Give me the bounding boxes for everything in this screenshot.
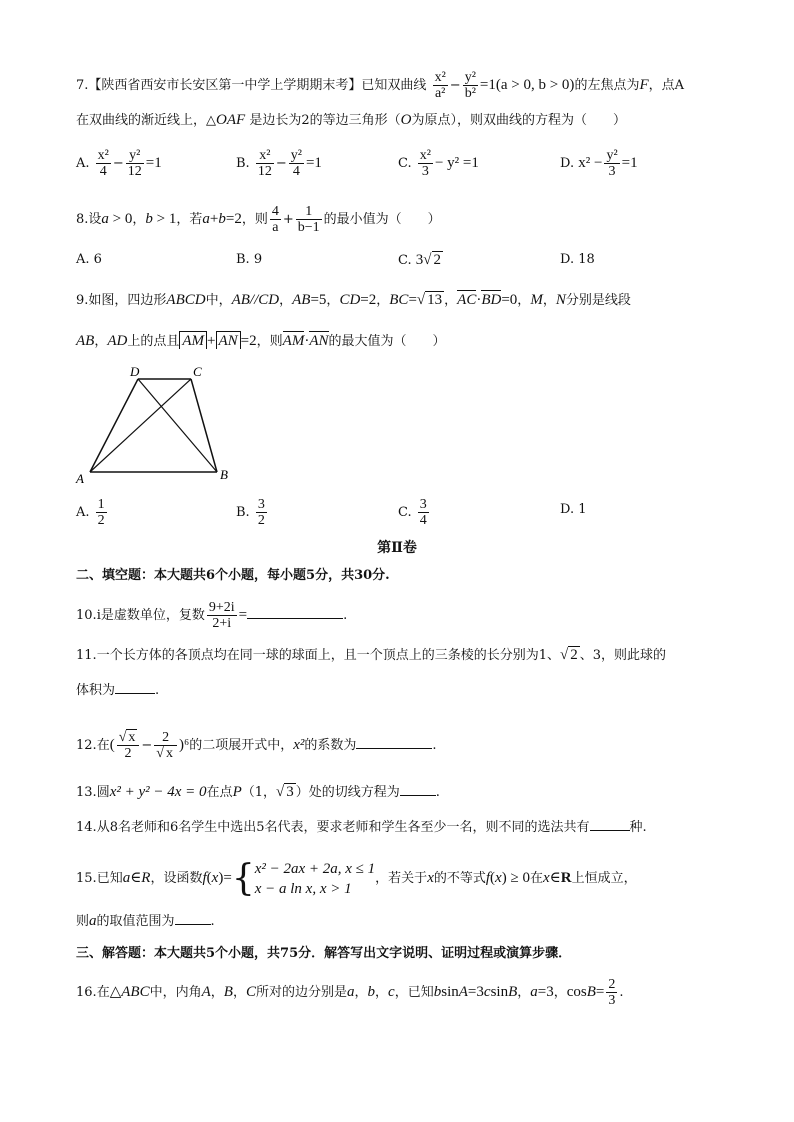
q8-option-d[interactable]: D. 18 <box>560 252 595 267</box>
section2-heading: 二、填空题：本大题共6个小题，每小题5分，共30分. <box>76 568 390 583</box>
q8-option-b[interactable]: B. 9 <box>236 252 263 267</box>
edge-cb <box>191 379 217 472</box>
q7-option-b[interactable]: B. $\frac{\text{x²}}{12}$ − $\frac{\text{y²}}{4}$ =1 <box>236 148 322 179</box>
q10-answer-blank[interactable] <box>247 606 343 619</box>
label-a: A <box>76 471 84 486</box>
q9-option-b[interactable]: B. $\frac{3}{2}$ <box>236 497 265 528</box>
q7-number: 7. <box>76 78 89 93</box>
q7-frac-x: $\frac{\text{x²}}{\text{a²}}$ <box>434 70 446 101</box>
q15-line1: 15.已知a∈R，设函数f(x)={ x² − 2ax + 2a, x ≤ 1 x − a ln x, x > 1 ，若关于x的不等式f(x) ≥ 0在x∈R上恒成立， <box>76 857 637 899</box>
q10-line: 10.i是虚数单位，复数 $\frac{9+2i}{2+i}$ = . <box>76 600 348 631</box>
q8-line1: 8.设a > 0，b > 1，若a+b=2，则 $\frac{4}{a}$ + $\frac{1}{b-1}$ 的最小值为（ ） <box>76 204 441 235</box>
q14-answer-blank[interactable] <box>590 818 630 831</box>
q8-option-a[interactable]: A. 6 <box>76 252 102 267</box>
q15-answer-blank[interactable] <box>175 912 211 925</box>
q11-line2: 体积为 . <box>76 683 160 698</box>
diagonal-ac <box>90 379 191 472</box>
q9-trapezoid-figure <box>72 362 242 487</box>
label-c: C <box>193 364 202 379</box>
q7-line1: 7.【陕西省西安市长安区第一中学上学期期末考】已知双曲线 $\frac{\text{x²}}{\text{a²}}$ − $\frac{\text{y²}}{\text{b²}}$ =1(a > 0, b > 0)的左焦点为F，点A <box>76 70 685 101</box>
q7-option-c[interactable]: C. $\frac{\text{x²}}{3}$ − y² =1 <box>398 148 479 179</box>
diagonal-bd <box>138 379 217 472</box>
q7-line2: 在双曲线的渐近线上，△OAF 是边长为2的等边三角形（O为原点），则双曲线的方程为（ ） <box>76 112 626 128</box>
q14-line: 14.从8名老师和6名学生中选出5名代表，要求老师和学生各至少一名，则不同的选法共有 种. <box>76 820 647 835</box>
q7-option-d[interactable]: D. x² − $\frac{\text{y²}}{3}$ =1 <box>560 148 638 179</box>
q7-option-a[interactable]: A. $\frac{\text{x²}}{4}$ − $\frac{\text{y²}}{12}$ =1 <box>76 148 162 179</box>
label-b: B <box>220 467 228 482</box>
q9-line1: 9.如图，四边形ABCD中，AB//CD，AB=5，CD=2，BC=√ 13 ，AC·BD=0，M，N分别是线段 <box>76 292 631 308</box>
q13-line: 13.圆x² + y² − 4x = 0在点P（1，√ 3 ）处的切线方程为 . <box>76 784 440 800</box>
q8-option-c[interactable]: C. 3√ 2 <box>398 252 441 268</box>
q12-line: 12.在( $\frac{√ x}{2}$ − $\frac{2}{√ x}$ )⁶的二项展开式中，x²的系数为 . <box>76 730 437 761</box>
q7-source: 【陕西省西安市长安区第一中学上学期期末考】 <box>88 78 362 93</box>
q11-answer-blank[interactable] <box>115 681 155 694</box>
q9-option-d[interactable]: D. 1 <box>560 502 587 517</box>
q9-option-c[interactable]: C. $\frac{3}{4}$ <box>398 497 427 528</box>
q13-answer-blank[interactable] <box>400 783 436 796</box>
q11-line1: 11.一个长方体的各顶点均在同一球的球面上，且一个顶点上的三条棱的长分别为1、√ 2 、3，则此球的 <box>76 647 666 663</box>
section3-heading: 三、解答题：本大题共5个小题，共75分．解答写出文字说明、证明过程或演算步骤． <box>76 946 572 961</box>
label-d: D <box>130 364 140 379</box>
q15-line2: 则a的取值范围为 . <box>76 913 215 929</box>
q12-answer-blank[interactable] <box>356 736 432 749</box>
part2-title: 第Ⅱ卷 <box>377 540 417 556</box>
edge-ad <box>90 379 138 472</box>
q9-line2: AB，AD上的点且 AM + AN =2，则AM·AN的最大值为（ ） <box>76 333 446 349</box>
q9-option-a[interactable]: A. $\frac{1}{2}$ <box>76 497 105 528</box>
q16-line: 16.在△ABC中，内角A，B，C所对的边分别是a，b，c，已知bsinA=3csinB，a=3，cosB= $\frac{2}{3}$ . <box>76 977 624 1008</box>
